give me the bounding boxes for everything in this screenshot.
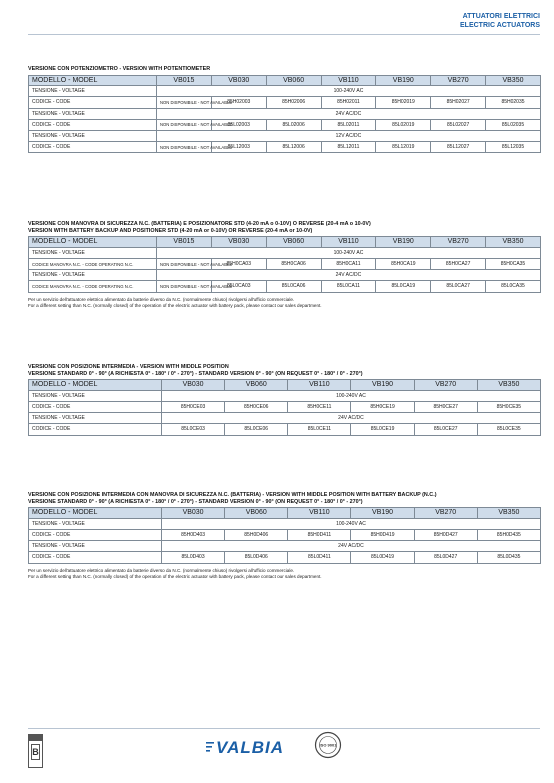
note-line: For a different setting than N.C. (normally closed) of the operation of the electric actuator with battery pack, please contact our sales department. bbox=[28, 573, 322, 579]
page-header bbox=[460, 13, 540, 30]
code-cell: 85H02006 bbox=[266, 97, 321, 108]
header-divider bbox=[28, 34, 540, 35]
code-cell: 85H0CA19 bbox=[376, 258, 431, 269]
code-cell: 85L0CA27 bbox=[431, 281, 486, 292]
voltage-value: 24V AC/DC bbox=[162, 541, 541, 552]
not-available-cell: NON DISPONIBILE - NOT AVAILABLE bbox=[157, 281, 212, 292]
header-cell-model-name: VB060 bbox=[266, 75, 321, 86]
row-label: TENSIONE - VOLTAGE bbox=[29, 518, 162, 529]
code-row bbox=[29, 97, 541, 108]
voltage-value: 24V AC/DC bbox=[162, 413, 541, 424]
header-cell-model-name: VB015 bbox=[157, 75, 212, 86]
code-cell: 85L0CE27 bbox=[414, 424, 477, 435]
header-cell-model: MODELLO - MODEL bbox=[29, 508, 162, 519]
code-cell: 85L0D427 bbox=[414, 552, 477, 563]
code-row bbox=[29, 424, 541, 435]
voltage-row bbox=[29, 130, 541, 141]
code-cell: 85L0CA06 bbox=[266, 281, 321, 292]
code-cell: 85L0D419 bbox=[351, 552, 414, 563]
section-potentiometer bbox=[28, 66, 540, 153]
header-cell-model-name: VB190 bbox=[376, 75, 431, 86]
code-cell: 85L12011 bbox=[321, 142, 376, 153]
header-cell-model-name: VB190 bbox=[376, 237, 431, 248]
row-label: CODICE - CODE bbox=[29, 424, 162, 435]
code-row bbox=[29, 529, 541, 540]
header-cell-model-name: VB270 bbox=[431, 237, 486, 248]
table-header-row bbox=[29, 237, 541, 248]
row-label: TENSIONE - VOLTAGE bbox=[29, 247, 157, 258]
not-available-cell: NON DISPONIBILE - NOT AVAILABLE bbox=[157, 142, 212, 153]
code-row bbox=[29, 119, 541, 130]
row-label: TENSIONE - VOLTAGE bbox=[29, 86, 157, 97]
section-title bbox=[28, 364, 540, 377]
code-cell: 85L0D403 bbox=[162, 552, 225, 563]
header-cell-model-name: VB015 bbox=[157, 237, 212, 248]
code-cell: 85L02019 bbox=[376, 119, 431, 130]
voltage-row bbox=[29, 518, 541, 529]
header-cell-model-name: VB110 bbox=[321, 237, 376, 248]
code-cell: 85H0CE19 bbox=[351, 401, 414, 412]
voltage-row bbox=[29, 247, 541, 258]
voltage-value: 12V AC/DC bbox=[157, 130, 541, 141]
code-cell: 85L0CA35 bbox=[486, 281, 541, 292]
section-title-line: VERSIONE CON POSIZIONE INTERMEDIA - VERSION WITH MIDDLE POSITION bbox=[28, 364, 229, 370]
not-available-cell: NON DISPONIBILE - NOT AVAILABLE bbox=[157, 119, 212, 130]
code-cell: 85L0D435 bbox=[477, 552, 540, 563]
section-title bbox=[28, 492, 540, 505]
valbia-logo bbox=[206, 736, 316, 763]
header-cell-model-name: VB030 bbox=[162, 380, 225, 391]
code-cell: 85L12003 bbox=[211, 142, 266, 153]
header-title-it: ATTUATORI ELETTRICI bbox=[462, 13, 540, 20]
row-label: CODICE - CODE bbox=[29, 552, 162, 563]
header-cell-model-name: VB110 bbox=[321, 75, 376, 86]
header-cell-model: MODELLO - MODEL bbox=[29, 380, 162, 391]
row-label: CODICE - CODE bbox=[29, 119, 157, 130]
code-cell: 85L0CE11 bbox=[288, 424, 351, 435]
code-cell: 85H0CA06 bbox=[266, 258, 321, 269]
section-note bbox=[28, 297, 540, 309]
header-cell-model-name: VB030 bbox=[211, 75, 266, 86]
code-cell: 85H0CE11 bbox=[288, 401, 351, 412]
code-cell: 85H0CE35 bbox=[477, 401, 540, 412]
table-header-row bbox=[29, 508, 541, 519]
code-cell: 85L0CE19 bbox=[351, 424, 414, 435]
code-cell: 85H0D406 bbox=[225, 529, 288, 540]
header-cell-model-name: VB060 bbox=[225, 508, 288, 519]
code-row bbox=[29, 258, 541, 269]
section-title bbox=[28, 221, 540, 234]
row-label: CODICE MANOVRA N.C. - CODE OPERATING N.C. bbox=[29, 258, 157, 269]
not-available-cell: NON DISPONIBILE - NOT AVAILABLE bbox=[157, 97, 212, 108]
code-cell: 85L0CE03 bbox=[162, 424, 225, 435]
code-cell: 85L12006 bbox=[266, 142, 321, 153]
voltage-row bbox=[29, 86, 541, 97]
code-cell: 85L02003 bbox=[211, 119, 266, 130]
code-row bbox=[29, 142, 541, 153]
code-cell: 85H0D411 bbox=[288, 529, 351, 540]
header-cell-model: MODELLO - MODEL bbox=[29, 237, 157, 248]
code-cell: 85H0CA03 bbox=[211, 258, 266, 269]
row-label: CODICE - CODE bbox=[29, 97, 157, 108]
section-title-line: VERSIONE STANDARD 0° - 90° (A RICHIESTA 0° - 180° / 0° - 270°) - STANDARD VERSION 0° - 90° (ON REQUEST 0° - 180° / 0° - 270°) bbox=[28, 370, 363, 377]
row-label: TENSIONE - VOLTAGE bbox=[29, 130, 157, 141]
row-label: TENSIONE - VOLTAGE bbox=[29, 108, 157, 119]
code-cell: 85H0CA27 bbox=[431, 258, 486, 269]
section-middle-position bbox=[28, 364, 540, 436]
voltage-row bbox=[29, 541, 541, 552]
code-cell: 85H0CA11 bbox=[321, 258, 376, 269]
table-header-row bbox=[29, 380, 541, 391]
row-label: CODICE MANOVRA N.C. - CODE OPERATING N.C. bbox=[29, 281, 157, 292]
header-cell-model-name: VB270 bbox=[414, 380, 477, 391]
header-cell-model-name: VB350 bbox=[477, 508, 540, 519]
code-cell: 85H02027 bbox=[431, 97, 486, 108]
voltage-value: 100-240V AC bbox=[157, 247, 541, 258]
code-cell: 85L0CE06 bbox=[225, 424, 288, 435]
spec-table bbox=[28, 379, 541, 435]
row-label: TENSIONE - VOLTAGE bbox=[29, 390, 162, 401]
code-cell: 85H0CE06 bbox=[225, 401, 288, 412]
section-title-line: VERSIONE CON POSIZIONE INTERMEDIA CON MANOVRA DI SICUREZZA N.C. (BATTERIA) - VERSION WITH MIDDLE POSITION WITH BATTERY BACKUP (N.C.) bbox=[28, 492, 437, 498]
code-cell: 85L02035 bbox=[486, 119, 541, 130]
note-line: Per un servizio dell'attuatore elettrico alimentato da batterie diverso da N.C. (normalmente chiuso) rivolgersi all'ufficio commerciale. bbox=[28, 567, 295, 573]
section-note bbox=[28, 568, 540, 580]
code-cell: 85H0D435 bbox=[477, 529, 540, 540]
code-cell: 85H0D419 bbox=[351, 529, 414, 540]
section-title-line: VERSIONE CON MANOVRA DI SICUREZZA N.C. (BATTERIA) E POSIZIONATORE STD (4-20 mA o 0-10V) O REVERSE (20-4 mA o 10-0V) bbox=[28, 221, 371, 227]
code-cell: 85L02006 bbox=[266, 119, 321, 130]
code-cell: 85H0CE27 bbox=[414, 401, 477, 412]
header-cell-model-name: VB060 bbox=[266, 237, 321, 248]
row-label: TENSIONE - VOLTAGE bbox=[29, 413, 162, 424]
spec-table bbox=[28, 507, 541, 563]
code-cell: 85L0D411 bbox=[288, 552, 351, 563]
voltage-value: 24V AC/DC bbox=[157, 108, 541, 119]
code-cell: 85L0D406 bbox=[225, 552, 288, 563]
not-available-cell: NON DISPONIBILE - NOT AVAILABLE bbox=[157, 258, 212, 269]
code-cell: 85L12019 bbox=[376, 142, 431, 153]
code-cell: 85H0D427 bbox=[414, 529, 477, 540]
voltage-row bbox=[29, 270, 541, 281]
section-title bbox=[28, 66, 540, 73]
section-middle-position-battery bbox=[28, 492, 540, 580]
code-row bbox=[29, 281, 541, 292]
header-cell-model: MODELLO - MODEL bbox=[29, 75, 157, 86]
header-cell-model-name: VB030 bbox=[162, 508, 225, 519]
table-header-row bbox=[29, 75, 541, 86]
code-cell: 85L12027 bbox=[431, 142, 486, 153]
header-cell-model-name: VB110 bbox=[288, 380, 351, 391]
row-label: CODICE - CODE bbox=[29, 142, 157, 153]
code-cell: 85H02011 bbox=[321, 97, 376, 108]
voltage-row bbox=[29, 413, 541, 424]
header-cell-model-name: VB270 bbox=[414, 508, 477, 519]
header-cell-model-name: VB350 bbox=[477, 380, 540, 391]
cert-badge-letter: B bbox=[31, 744, 40, 760]
code-row bbox=[29, 552, 541, 563]
header-cell-model-name: VB060 bbox=[225, 380, 288, 391]
code-cell: 85H0CE03 bbox=[162, 401, 225, 412]
section-title-line: VERSIONE CON POTENZIOMETRO - VERSION WITH POTENTIOMETER bbox=[28, 66, 211, 72]
code-cell: 85L12035 bbox=[486, 142, 541, 153]
voltage-value: 24V AC/DC bbox=[157, 270, 541, 281]
logo-wordmark: VALBIA bbox=[216, 738, 285, 757]
header-cell-model-name: VB270 bbox=[431, 75, 486, 86]
seal-label: ISO 9001 bbox=[319, 742, 337, 748]
voltage-value: 100-240V AC bbox=[162, 390, 541, 401]
code-cell: 85H02019 bbox=[376, 97, 431, 108]
voltage-row bbox=[29, 390, 541, 401]
spec-table bbox=[28, 236, 541, 292]
note-line: For a different setting than N.C. (normally closed) of the operation of the electric actuator with battery pack, please contact our sales department. bbox=[28, 302, 322, 308]
iso-seal-icon bbox=[314, 731, 342, 764]
footer-divider bbox=[28, 728, 540, 729]
row-label: TENSIONE - VOLTAGE bbox=[29, 541, 162, 552]
section-title-line: VERSION WITH BATTERY BACKUP AND POSITIONER STD (4-20 mA or 0-10V) OR REVERSE (20-4 mA or 10-0V) bbox=[28, 227, 313, 234]
code-cell: 85L0CE35 bbox=[477, 424, 540, 435]
header-title-en: ELECTRIC ACTUATORS bbox=[460, 21, 540, 29]
code-cell: 85L02011 bbox=[321, 119, 376, 130]
row-label: CODICE - CODE bbox=[29, 401, 162, 412]
voltage-row bbox=[29, 108, 541, 119]
row-label: TENSIONE - VOLTAGE bbox=[29, 270, 157, 281]
code-cell: 85H0D403 bbox=[162, 529, 225, 540]
header-cell-model-name: VB190 bbox=[351, 508, 414, 519]
code-cell: 85H02035 bbox=[486, 97, 541, 108]
code-cell: 85L0CA19 bbox=[376, 281, 431, 292]
header-cell-model-name: VB110 bbox=[288, 508, 351, 519]
spec-table bbox=[28, 75, 541, 154]
code-cell: 85H0CA35 bbox=[486, 258, 541, 269]
code-cell: 85L0CA03 bbox=[211, 281, 266, 292]
voltage-value: 100-240V AC bbox=[162, 518, 541, 529]
code-cell: 85L0CA11 bbox=[321, 281, 376, 292]
code-row bbox=[29, 401, 541, 412]
code-cell: 85L02027 bbox=[431, 119, 486, 130]
header-cell-model-name: VB350 bbox=[486, 75, 541, 86]
section-battery-positioner bbox=[28, 221, 540, 309]
row-label: CODICE - CODE bbox=[29, 529, 162, 540]
section-title-line: VERSIONE STANDARD 0° - 90° (A RICHIESTA 0° - 180° / 0° - 270°) - STANDARD VERSION 0° - 90° (ON REQUEST 0° - 180° / 0° - 270°) bbox=[28, 498, 363, 505]
header-cell-model-name: VB350 bbox=[486, 237, 541, 248]
voltage-value: 100-240V AC bbox=[157, 86, 541, 97]
header-cell-model-name: VB190 bbox=[351, 380, 414, 391]
code-cell: 85H02003 bbox=[211, 97, 266, 108]
certification-badge-icon bbox=[28, 734, 43, 768]
header-cell-model-name: VB030 bbox=[211, 237, 266, 248]
note-line: Per un servizio dell'attuatore elettrico alimentato da batterie diverso da N.C. (normalmente chiuso) rivolgersi all'ufficio commerciale. bbox=[28, 296, 295, 302]
